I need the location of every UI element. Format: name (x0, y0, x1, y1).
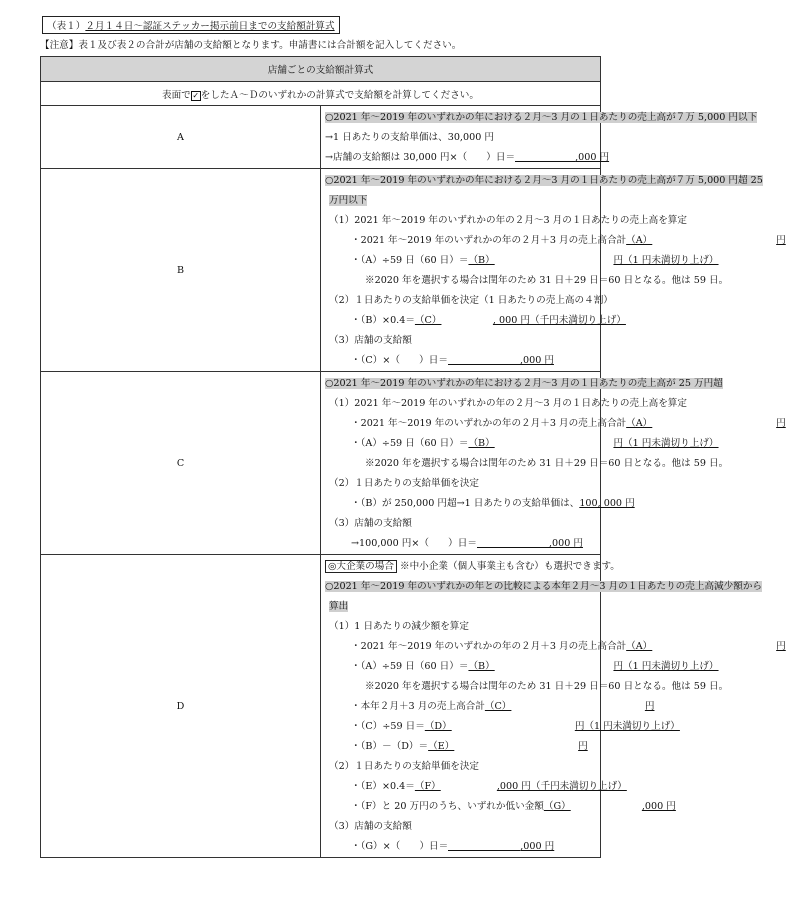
row-c-content: ○2021 年～2019 年のいずれかの年における２月～3 月の１日あたりの売上高が 25 万円超 （1）2021 年～2019 年のいずれかの年の２月～3 月の１日あたりの売上高を算定 ・2021 年～2019 年のいずれかの年の２月＋3 月の売上高合計（A） 円 ・（A）÷59 日（60 日）＝（B） 円（1 円未満切り上げ） ※2020 年を選択する場合は閏年のため 31 日＋29 日＝60 日となる。他は 59 日。 （2）１日あたりの支給単価を決定 ・（B）が 250,000 円超→1 日あたりの支給単価は、100, 000 円 （3）店舗の支給額 →100,000 円×（ ）日＝ ,000 円 (321, 372, 601, 555)
large-company-box: ◎大企業の場合 (325, 560, 397, 573)
row-label-d: D (41, 555, 321, 858)
total-a: →店舗の支給額は 30,000 円×（ ）日＝ ,000 円 (325, 148, 596, 168)
rate-a: →1 日あたりの支給単価は、30,000 円 (325, 132, 494, 143)
field-a[interactable]: （A） (626, 418, 653, 429)
field-d[interactable]: （D） (424, 721, 452, 732)
field-a[interactable]: （A） (626, 235, 653, 246)
field-a[interactable]: （A） (626, 641, 653, 652)
row-label-b: B (41, 169, 321, 372)
row-d-content: ◎大企業の場合 ※中小企業（個人事業主も含む）も選択できます。 ○2021 年～2019 年のいずれかの年との比較による本年２月～3 月の１日あたりの売上高減少額から 算出 （1）1 日あたりの減少額を算定 ・2021 年～2019 年のいずれかの年の２月＋3 月の売上高合計（A） 円 ・（A）÷59 日（60 日）＝（B） 円（1 円未満切り上げ） ※2020 年を選択する場合は閏年のため 31 日＋29 日＝60 日となる。他は 59 日。 ・本年２月＋3 月の売上高合計（C） 円 ・（C）÷59 日＝（D） 円（1 円未満切り上げ） ・（B）－（D）＝（E） 円 （2）１日あたりの支給単価を決定 ・（E）×0.4＝（F） ,000 円（千円未満切り上げ） ・（F）と 20 万円のうち、いずれか低い金額（G） ,000 円 （3）店舗の支給額 ・（G）×（ ）日＝ ,000 円 (321, 555, 601, 858)
row-c (41, 372, 601, 555)
table-number: （表１）２月１４日～認証ステッカー掲示前日までの支給額計算式 (42, 16, 340, 34)
field-b[interactable]: （B） (468, 255, 495, 266)
amount-blank-c[interactable] (477, 534, 549, 548)
amount-blank-d[interactable] (448, 837, 520, 851)
row-a-content (321, 106, 758, 169)
checkbox-icon: ✓ (192, 90, 200, 100)
row-a (41, 106, 601, 169)
row-b (41, 169, 601, 372)
notice-text: 【注意】表１及び表２の合計が店舗の支給額となります。申請書には合計額を記入してください。 (40, 40, 462, 51)
field-e[interactable]: （E） (428, 741, 455, 752)
condition-b: ○2021 年～2019 年のいずれかの年における２月～3 月の１日あたりの売上高が７万 5,000 円超 25 (325, 175, 763, 186)
condition-a: ○2021 年～2019 年のいずれかの年における２月～3 月の１日あたりの売上高が７万 5,000 円以下 (325, 112, 758, 123)
row-d (41, 555, 601, 858)
field-g[interactable]: （G） (543, 801, 571, 812)
row-label-c: C (41, 372, 321, 555)
calculation-table (40, 56, 786, 858)
field-c[interactable]: （C） (484, 701, 512, 712)
instruction-row: 表面で ✓ をしたＡ～Ｄのいずれかの計算式で支給額を計算してください。 (41, 82, 601, 106)
table-header: 店舗ごとの支給額計算式 (41, 57, 601, 82)
row-b-content: ○2021 年～2019 年のいずれかの年における２月～3 月の１日あたりの売上高が７万 5,000 円超 25 万円以下 （1）2021 年～2019 年のいずれかの年の２月～3 月の１日あたりの売上高を算定 ・2021 年～2019 年のいずれかの年の２月＋3 月の売上高合計（A） 円 ・（A）÷59 日（60 日）＝（B） 円（1 円未満切り上げ） ※2020 年を選択する場合は閏年のため 31 日＋29 日＝60 日となる。他は 59 日。 （2）１日あたりの支給単価を決定（1 日あたりの売上高の４割） ・（B）×0.4＝（C） , 000 円（千円未満切り上げ） （3）店舗の支給額 ・（C）×（ ）日＝ ,000 円 (321, 169, 601, 372)
field-f[interactable]: （F） (414, 781, 441, 792)
row-label-a: A (41, 106, 321, 169)
field-b[interactable]: （B） (468, 661, 495, 672)
amount-blank-b[interactable] (448, 351, 520, 365)
condition-d: ○2021 年～2019 年のいずれかの年との比較による本年２月～3 月の１日あたりの売上高減少額から (325, 581, 763, 592)
amount-blank-a[interactable] (515, 148, 575, 162)
table-title (42, 16, 340, 34)
title-text: ２月１４日～認証ステッカー掲示前日までの支給額計算式 (85, 21, 335, 32)
condition-c: ○2021 年～2019 年のいずれかの年における２月～3 月の１日あたりの売上高が 25 万円超 (325, 378, 723, 389)
field-b[interactable]: （B） (468, 438, 495, 449)
field-c[interactable]: （C） (414, 315, 442, 326)
